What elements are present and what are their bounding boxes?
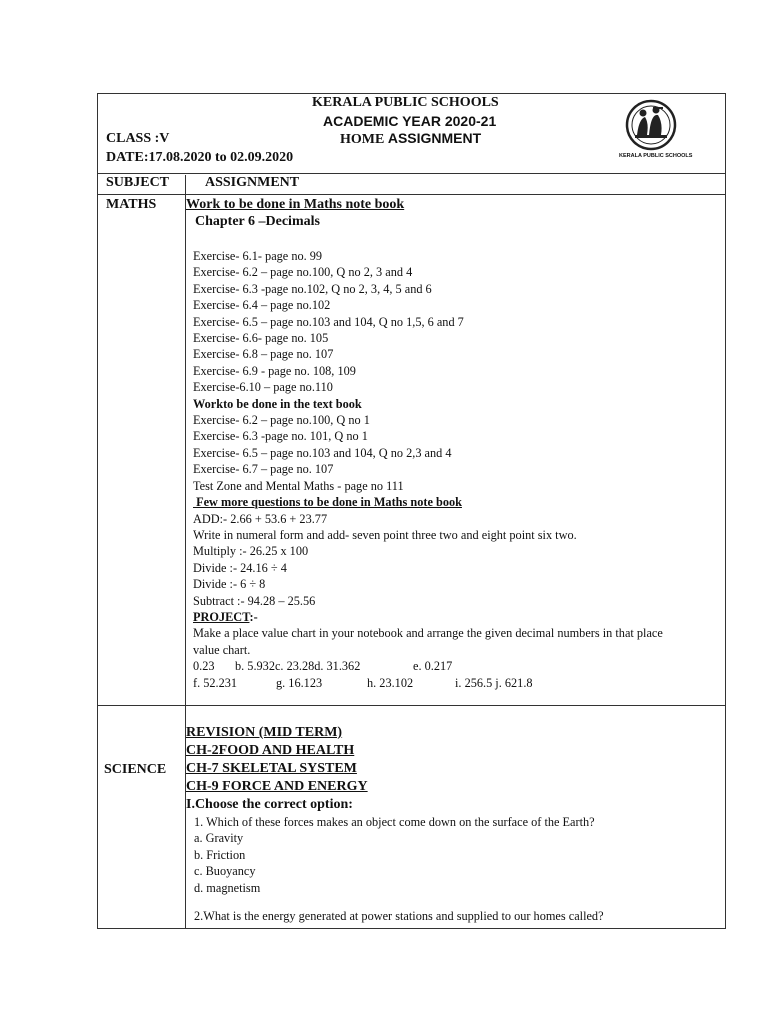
maths-heading-more-questions: Few more questions to be done in Maths note book [193,495,462,510]
option-item: d. magnetism [194,880,261,895]
list-item: f. 52.231 [193,675,238,690]
assignment-column-header: ASSIGNMENT [205,175,300,190]
list-item: Make a place value chart in your notebook and arrange the given decimal numbers in that place [193,626,663,641]
list-item: i. 256.5 j. 621.8 [455,675,533,690]
list-item: Exercise- 6.3 -page no.102, Q no 2, 3, 4, 5 and 6 [193,281,432,296]
list-item: Exercise- 6.3 -page no. 101, Q no 1 [193,429,368,444]
numbers-row-1 [193,658,663,674]
school-emblem-icon [619,99,693,161]
list-item: b. 5.932c. 23.28d. 31.362 [235,659,361,674]
science-section-title: I.Choose the correct option: [186,797,353,812]
option-item: b. Friction [194,847,246,862]
column-divider [185,175,186,929]
project-heading-text: PROJECT [193,609,250,624]
column-header-divider [98,194,725,195]
list-item: Subtract :- 94.28 – 25.56 [193,593,316,608]
maths-subject-label: MATHS [106,197,157,212]
science-subject-label: SCIENCE [104,762,167,777]
date-label: DATE:17.08.2020 to 02.09.2020 [106,150,294,165]
list-item: Exercise- 6.5 – page no.103 and 104, Q no 2,3 and 4 [193,445,452,460]
list-item: Exercise- 6.6- page no. 105 [193,331,329,346]
science-questions [194,814,604,924]
list-item: g. 16.123 [276,675,323,690]
maths-heading-text-book: Workto be done in the text book [193,396,362,411]
list-item: Exercise-6.10 – page no.110 [193,380,333,395]
maths-heading-note-book: Work to be done in Maths note book [186,197,405,212]
list-item: Exercise- 6.2 – page no.100, Q no 2, 3 and 4 [193,265,413,280]
list-item: 0.23 [193,659,215,674]
question-text: 1. Which of these forces makes an object come down on the surface of the Earth? [194,815,595,829]
subject-column-header: SUBJECT [106,175,170,190]
list-item: Exercise- 6.7 – page no. 107 [193,462,334,477]
class-label: CLASS :V [106,131,170,146]
project-heading [193,609,663,625]
assignment-table [97,93,726,929]
science-headings [186,724,368,814]
project-heading-colon: :- [249,609,258,624]
list-item: ADD:- 2.66 + 53.6 + 23.77 [193,511,328,526]
maths-exercises-note [193,248,663,691]
logo-caption: KERALA PUBLIC SCHOOLS [619,153,693,159]
list-item: Exercise- 6.8 – page no. 107 [193,347,334,362]
list-item: Exercise- 6.4 – page no.102 [193,298,331,313]
science-heading: CH-9 FORCE AND ENERGY [186,779,368,794]
list-item: Write in numeral form and add- seven point three two and eight point six two. [193,527,577,542]
maths-chapter: Chapter 6 –Decimals [195,214,320,229]
list-item: h. 23.102 [367,675,414,690]
numbers-row-2 [193,675,663,691]
question-text: 2.What is the energy generated at power stations and supplied to our homes called? [194,909,604,924]
list-item: value chart. [193,642,251,657]
list-item: e. 0.217 [413,659,453,674]
list-item: Divide :- 6 ÷ 8 [193,577,266,592]
list-item: Exercise- 6.9 - page no. 108, 109 [193,363,356,378]
assignment-title-suffix: ASSIGNMENT [387,130,482,146]
assignment-title-prefix: HOME [340,132,388,147]
science-heading: CH-7 SKELETAL SYSTEM [186,761,357,776]
list-item: Test Zone and Mental Maths - page no 111 [193,478,404,493]
assignment-title [340,130,481,148]
science-heading: CH-2FOOD AND HEALTH [186,743,355,758]
maths-science-divider [98,705,725,706]
list-item: Multiply :- 26.25 x 100 [193,544,309,559]
school-name: KERALA PUBLIC SCHOOLS [312,95,499,110]
academic-year: ACADEMIC YEAR 2020-21 [323,113,497,129]
option-item: a. Gravity [194,831,244,846]
list-item: Exercise- 6.5 – page no.103 and 104, Q no 1,5, 6 and 7 [193,314,464,329]
list-item: Divide :- 24.16 ÷ 4 [193,560,287,575]
science-heading: REVISION (MID TERM) [186,725,343,740]
option-item: c. Buoyancy [194,864,256,879]
list-item: Exercise- 6.1- page no. 99 [193,249,323,263]
list-item: Exercise- 6.2 – page no.100, Q no 1 [193,413,370,428]
header-divider [98,173,725,174]
